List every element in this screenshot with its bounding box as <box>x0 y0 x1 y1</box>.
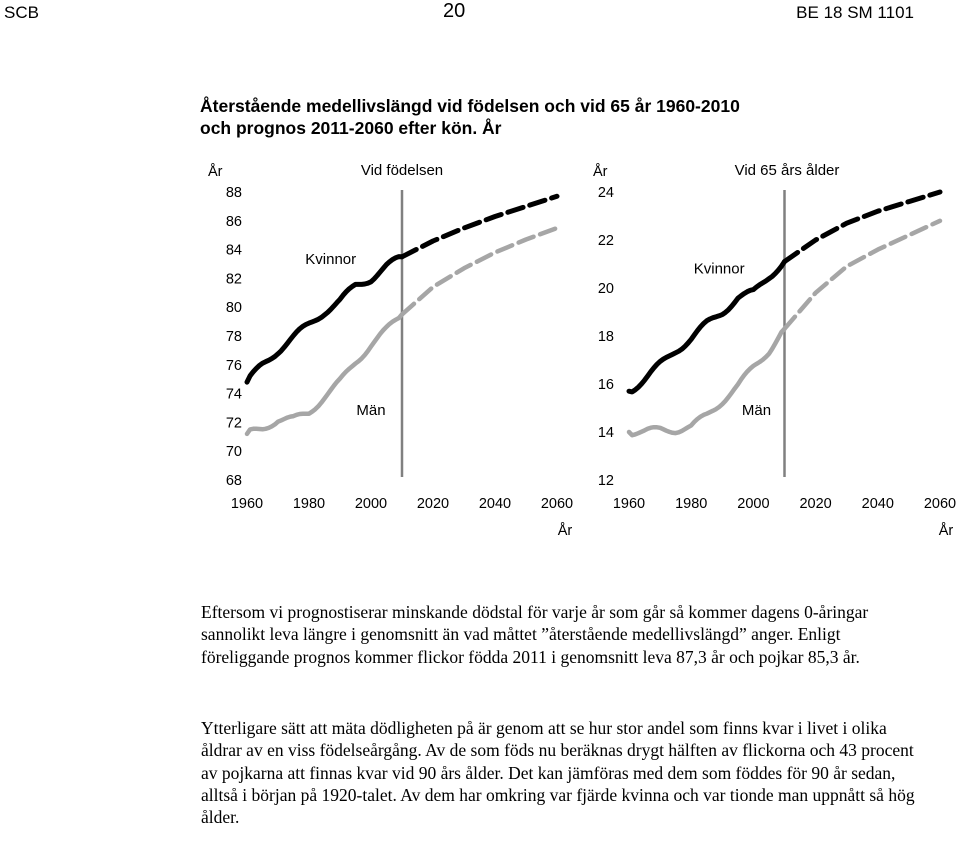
chart2-series-kvinnor-forecast <box>785 192 941 262</box>
chart1-xtick-label: 2040 <box>478 496 512 512</box>
chart1-ytick-label: 74 <box>225 386 242 403</box>
chart2-ytick-label: 24 <box>597 185 614 201</box>
chart2-ytick-label: 22 <box>597 233 614 249</box>
chart1-series-label-man: Män <box>356 402 386 420</box>
chart1-series-kvinnor-forecast <box>402 196 557 256</box>
chart1-ytick-label: 86 <box>225 213 242 230</box>
chart1-ytick-label: 84 <box>225 242 242 259</box>
chart2-xtick-label: 1980 <box>675 496 708 512</box>
chart1-ytick-label: 72 <box>225 415 242 432</box>
paragraph-1: Eftersom vi prognostiserar minskande dödstal för varje år som går så kommer dagens 0-åringar sannolikt leva längre i genomsnitt än vad måttet ”återstående medellivslängd” anger. Enligt föreliggande prognos kommer flickor födda 2011 i genomsnitt leva 87,3 år och pojkar 85,3 år. <box>201 602 869 667</box>
page-number: 20 <box>443 0 466 22</box>
chart2-xtick-label: 2020 <box>799 496 832 512</box>
chart1-xlabel: År <box>557 523 573 539</box>
chart2-xtick-label: 2040 <box>861 496 894 512</box>
chart1-title: Vid födelsen <box>360 162 444 179</box>
chart1-series-kvinnor-observed <box>247 257 402 383</box>
chart1-series-man-forecast <box>402 228 557 314</box>
chart1-xtick-label: 1980 <box>292 496 326 512</box>
chart1-ytick-label: 82 <box>225 271 242 288</box>
chart1-xtick-label: 2060 <box>540 496 574 512</box>
chart2-xtick-label: 1960 <box>612 496 646 512</box>
chart2-series-kvinnor-observed <box>629 262 785 392</box>
paragraph-2: Ytterligare sätt att mäta dödligheten på är genom att se hur stor andel som finns kvar i livet i olika åldrar av en viss födelseårgång. Av de som föds nu beräknas drygt hälften av flickorna och 43 procent av pojkarna att finnas kvar vid 90 års ålder. Det kan jämföras med dem som föddes för 90 år sedan, alltså i början på 1920-talet. Av dem har omkring var fjärde kvinna och var tionde man uppnått så hög ålder. <box>201 718 915 828</box>
chart2-series-label-kvinnor: Kvinnor <box>693 260 745 278</box>
header-left: SCB <box>4 3 39 22</box>
chart1-ytick-label: 68 <box>225 473 242 489</box>
chart1-xtick-label: 1960 <box>230 496 264 512</box>
chart2-series-man-observed <box>629 329 785 435</box>
chart2-title: Vid 65 års ålder <box>734 162 840 179</box>
chart2-xtick-label: 2060 <box>923 496 957 512</box>
chart1-ytick-label: 70 <box>225 444 242 461</box>
chart2-ytick-label: 16 <box>597 377 614 393</box>
chart2-ytick-label: 12 <box>597 473 614 489</box>
chart2-ylabel: År <box>593 164 608 180</box>
chart2-ytick-label: 14 <box>597 425 614 441</box>
chart2-ytick-label: 18 <box>597 329 614 345</box>
chart1-series-label-kvinnor: Kvinnor <box>305 251 357 268</box>
figure-title: Återstående medellivslängd vid födelsen och vid 65 år 1960-2010 och prognos 2011-2060 efter kön. År <box>200 96 740 138</box>
chart1-ytick-label: 88 <box>225 185 242 201</box>
chart1-ytick-label: 80 <box>225 300 242 317</box>
chart2-xtick-label: 2000 <box>737 496 770 512</box>
header-right: BE 18 SM 1101 <box>796 3 914 22</box>
chart1-ytick-label: 78 <box>225 329 242 345</box>
chart2-series-label-man: Män <box>741 402 772 420</box>
chart2-xlabel: År <box>938 523 954 539</box>
chart1-ylabel: År <box>208 164 223 180</box>
chart1-ytick-label: 76 <box>225 357 242 374</box>
chart1-xtick-label: 2000 <box>354 496 388 512</box>
chart2-series-man-forecast <box>785 221 941 329</box>
chart1-xtick-label: 2020 <box>416 496 450 512</box>
chart2-ytick-label: 20 <box>597 281 614 297</box>
